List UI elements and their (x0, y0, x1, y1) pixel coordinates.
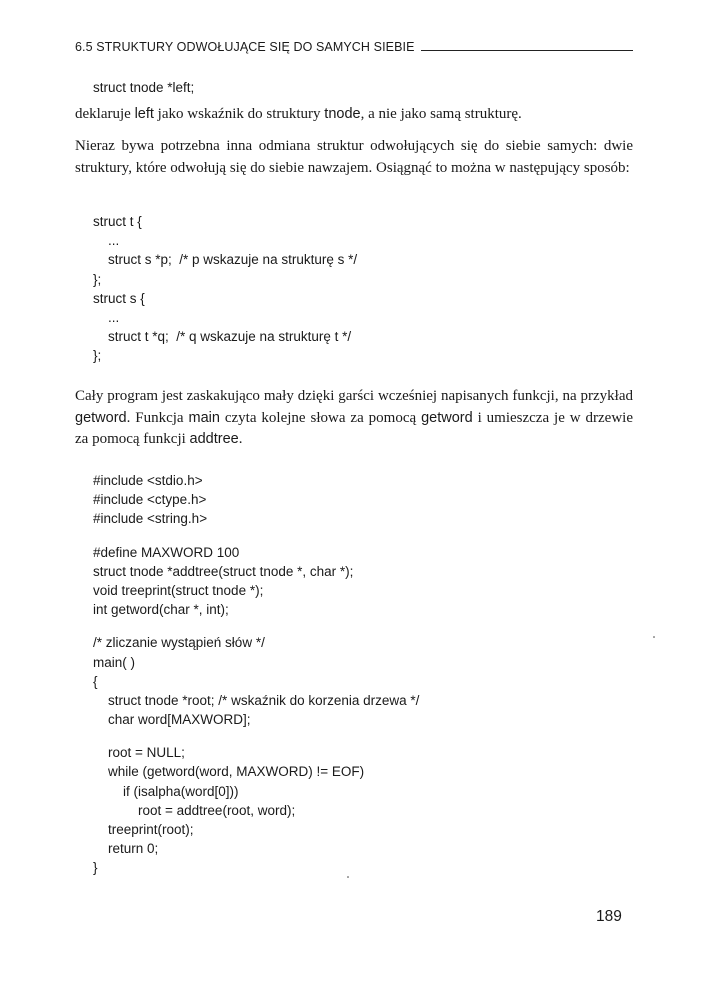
code-line: }; (93, 271, 102, 287)
code-block-mutual-structs (93, 212, 357, 366)
code-line (93, 729, 419, 743)
code-block-main-program (93, 471, 419, 878)
code-line: root = NULL; (93, 745, 185, 761)
code-line: #include <stdio.h> (93, 473, 203, 488)
code-line: /* zliczanie wystąpień słów */ (93, 635, 265, 651)
code-line: ... (93, 233, 120, 249)
code-line (93, 619, 419, 633)
code-line: { (93, 673, 98, 689)
keyword-tnode: tnode (324, 106, 361, 122)
scan-speck (347, 876, 349, 878)
code-line: struct tnode *addtree(struct tnode *, char *); (93, 563, 354, 579)
code-line: struct s { (93, 290, 145, 306)
keyword-getword: getword (75, 409, 127, 426)
code-line: return 0; (93, 841, 159, 857)
code-line: #include <ctype.h> (93, 492, 207, 508)
code-line (93, 529, 419, 543)
code-snippet-left: struct tnode *left; (93, 80, 195, 95)
paragraph-program-description: Cały program jest zaskakująco mały dzięki garści wcześniej napisanych funkcji, na przykład getword. Funkcja main czyta kolejne słowa za pomocą getword i umieszcza je w drzewie za pomocą funkcji addtree. (75, 388, 634, 447)
code-line: if (isalpha(word[0])) (93, 783, 239, 799)
paragraph-left-declaration: deklaruje left jako wskaźnik do struktury tnode, a nie jako samą strukturę. (75, 106, 522, 122)
keyword-left: left (134, 106, 154, 122)
header-title: 6.5 STRUKTURY ODWOŁUJĄCE SIĘ DO SAMYCH SIEBIE (75, 40, 415, 54)
page-number: 189 (596, 908, 622, 925)
keyword-addtree: addtree (189, 431, 239, 447)
code-line: char word[MAXWORD]; (93, 712, 251, 728)
code-line: struct tnode *root; /* wskaźnik do korzenia drzewa */ (93, 692, 420, 708)
code-line: struct t { (93, 214, 142, 229)
code-line: root = addtree(root, word); (93, 802, 296, 818)
code-line: struct s *p; /* p wskazuje na strukturę s */ (93, 252, 358, 268)
header-rule (421, 50, 633, 51)
paragraph-mutual-structures: Nieraz bywa potrzebna inna odmiana struktur odwołujących się do siebie samych: dwie struktury, które odwołują się do siebie nawzajem. Osiągnąć to można w następujący sposób: (75, 138, 633, 176)
code-line: void treeprint(struct tnode *); (93, 582, 264, 598)
running-header (75, 40, 633, 54)
code-line: } (93, 860, 98, 876)
code-line: #include <string.h> (93, 511, 208, 527)
code-line: }; (93, 348, 102, 364)
code-line: treeprint(root); (93, 822, 194, 837)
scan-speck (653, 636, 655, 638)
keyword-getword-2: getword (421, 409, 473, 426)
code-line: ... (93, 309, 120, 325)
keyword-main: main (188, 409, 220, 426)
code-line: while (getword(word, MAXWORD) != EOF) (93, 764, 365, 780)
code-line: #define MAXWORD 100 (93, 544, 240, 560)
code-line: struct t *q; /* q wskazuje na strukturę t */ (93, 329, 352, 345)
code-line: main( ) (93, 654, 136, 670)
code-line: int getword(char *, int); (93, 602, 229, 618)
